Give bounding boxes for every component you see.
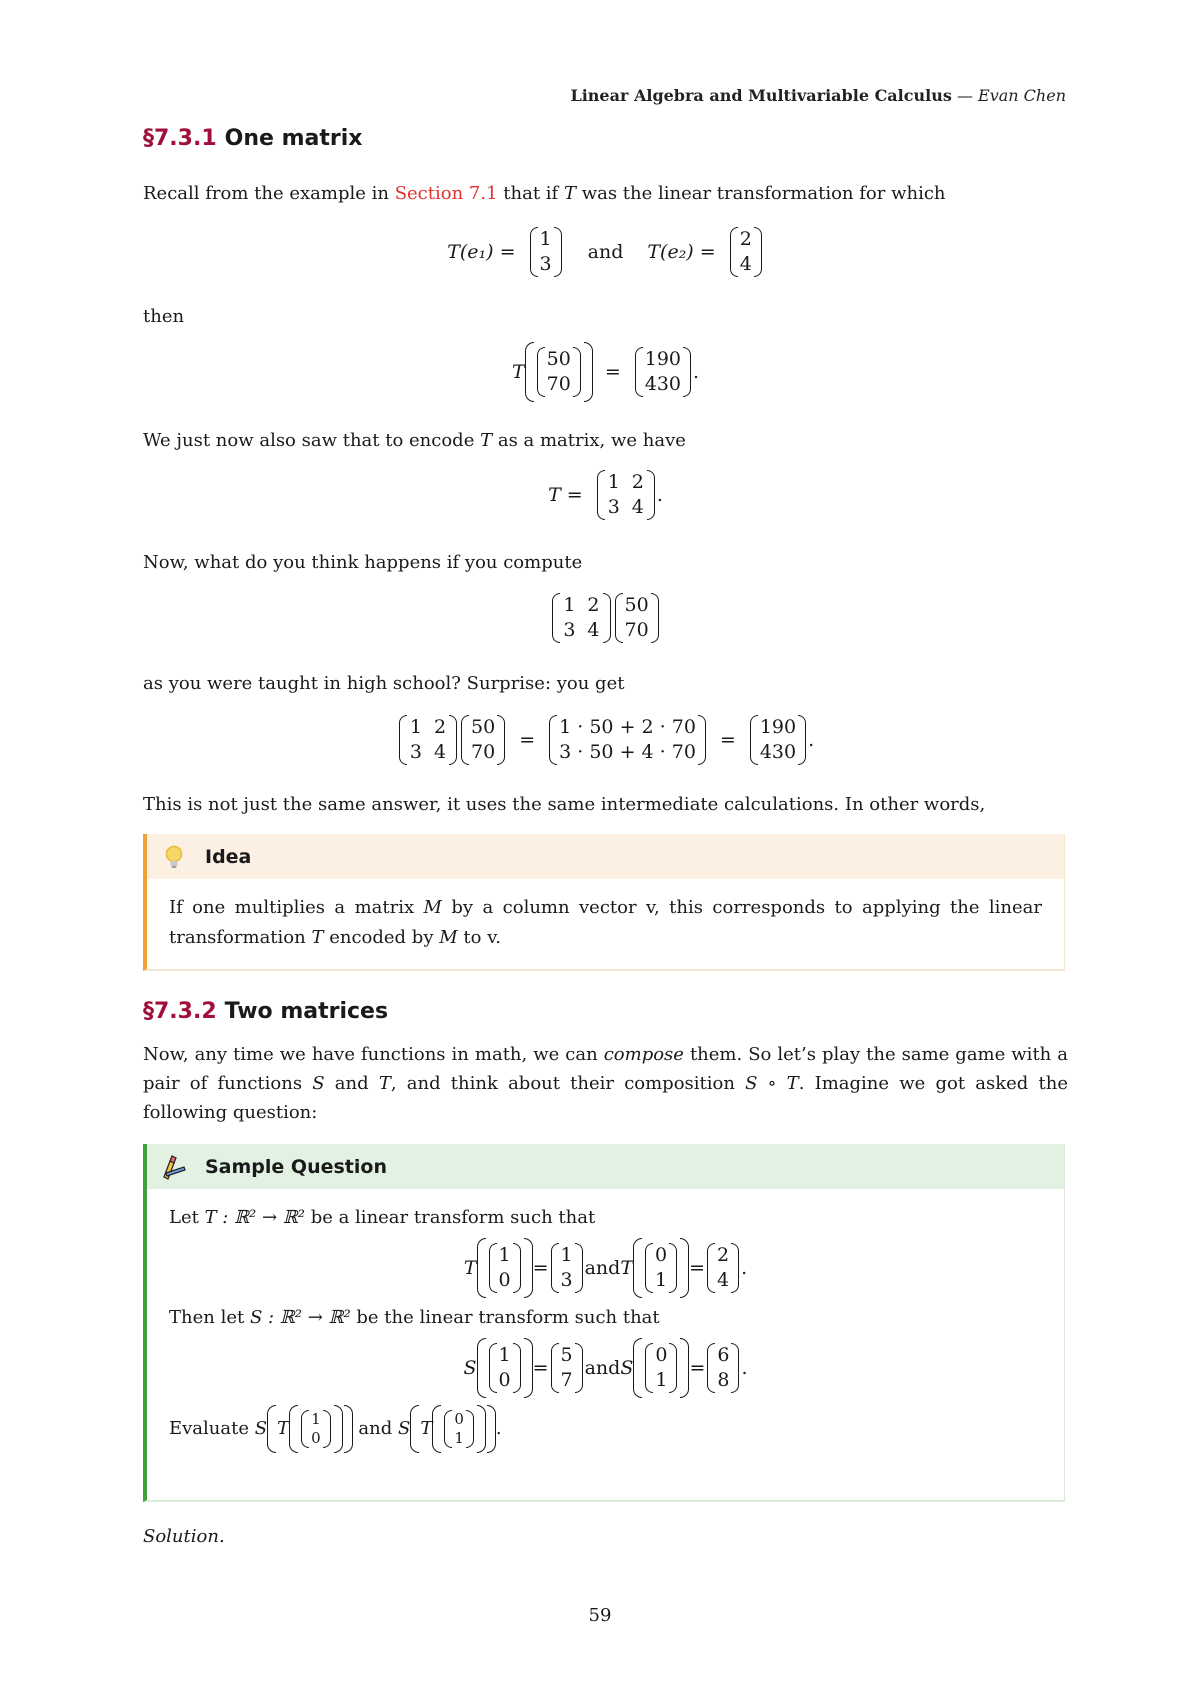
math-var: T <box>511 361 525 383</box>
entry: 3 <box>409 741 422 763</box>
paragraph-then: then <box>143 306 185 327</box>
entry: 2 <box>739 228 752 250</box>
and-word: and <box>584 1257 621 1279</box>
math-lhs: T = <box>548 484 583 506</box>
idea-box <box>143 834 1065 971</box>
section-title: Two matrices <box>224 999 389 1024</box>
entry: 70 <box>546 373 571 395</box>
entry: 50 <box>471 716 496 738</box>
equation-T-matrix <box>143 465 1068 525</box>
text: We just now also saw that to encode <box>143 430 475 451</box>
entry: 0 <box>498 1369 511 1391</box>
entry: 0 <box>655 1244 668 1266</box>
math-var: T <box>620 1257 634 1279</box>
entry: 5 <box>560 1344 573 1366</box>
vector <box>537 345 581 399</box>
entry: 3 <box>607 496 620 518</box>
entry: 0 <box>454 1410 464 1428</box>
math-expr: S ∘ T <box>745 1073 799 1094</box>
entry: 1 <box>498 1244 511 1266</box>
text: be a linear transform such that <box>310 1207 596 1228</box>
text: . <box>495 927 501 948</box>
entry: 1 <box>655 1269 668 1291</box>
entry: 2 <box>587 594 600 616</box>
entry: 1 <box>454 1429 464 1447</box>
math-var: T <box>420 1418 433 1439</box>
section-heading-two-matrices <box>143 999 388 1024</box>
entry: 4 <box>739 253 752 275</box>
vector <box>489 1341 521 1395</box>
entry: 190 <box>644 348 681 370</box>
text: Evaluate <box>169 1418 250 1439</box>
entry: 430 <box>644 373 681 395</box>
sample-header <box>147 1144 1064 1189</box>
big-paren <box>477 1341 533 1395</box>
math-var: T <box>277 1418 290 1439</box>
equation-T-defn: T 1 0 = 1 3 and T 0 1 = 2 4 . <box>169 1237 1042 1299</box>
big-paren <box>410 1408 496 1450</box>
text: as a matrix, we have <box>497 430 686 451</box>
vector <box>444 1408 474 1450</box>
lightbulb-icon <box>159 842 189 872</box>
emphasis: compose <box>603 1044 684 1065</box>
section-number: §7.3.1 <box>143 126 217 151</box>
idea-title: Idea <box>205 845 252 868</box>
entry: 1 <box>498 1344 511 1366</box>
running-header <box>570 86 1066 105</box>
vector <box>750 713 806 767</box>
section-number: §7.3.2 <box>143 999 217 1024</box>
vector <box>635 345 691 399</box>
math-var: S <box>312 1073 325 1094</box>
sample-line-1 <box>169 1203 1042 1233</box>
period: . <box>808 729 815 751</box>
matrix <box>552 591 610 645</box>
entry: 3 <box>539 253 552 275</box>
math-var: S <box>620 1357 634 1379</box>
text: them. So let’s play the same game with a pair of functions <box>143 1044 1068 1094</box>
entry: 1 <box>560 1244 573 1266</box>
math-var: S <box>463 1357 477 1379</box>
idea-header <box>147 834 1064 879</box>
entry: 0 <box>311 1429 321 1447</box>
vector <box>301 1408 331 1450</box>
math-lhs: T(e₁) = <box>447 241 516 263</box>
math-var: M <box>439 927 458 948</box>
entry: 7 <box>560 1369 573 1391</box>
equation-T-of-vector <box>143 342 1068 402</box>
entry: 2 <box>433 716 447 738</box>
entry: 50 <box>624 594 649 616</box>
pencil-ruler-icon <box>159 1152 189 1182</box>
text: Then let <box>169 1307 245 1328</box>
period: . <box>656 484 663 506</box>
entry: 4 <box>717 1269 730 1291</box>
vector <box>707 1341 739 1395</box>
vector <box>461 713 505 767</box>
big-paren <box>633 1341 689 1395</box>
equals: = <box>604 361 621 383</box>
entry: 1 <box>655 1369 668 1391</box>
entry: 1 <box>539 228 552 250</box>
sample-question-box <box>143 1144 1065 1502</box>
vector <box>645 1341 677 1395</box>
entry: 4 <box>587 619 600 641</box>
vector <box>551 1241 583 1295</box>
equals: = <box>519 729 536 751</box>
entry: 0 <box>498 1269 511 1291</box>
paragraph-recall <box>143 179 1068 208</box>
page-number: 59 <box>588 1605 612 1626</box>
and-word: and <box>584 1357 621 1379</box>
period: . <box>495 1418 502 1439</box>
big-paren <box>477 1241 533 1295</box>
paragraph-encode <box>143 426 1068 455</box>
entry: 2 <box>631 471 644 493</box>
section-link[interactable]: Section 7.1 <box>394 183 498 204</box>
matrix <box>597 468 655 522</box>
section-heading-one-matrix <box>143 126 362 151</box>
vector <box>730 225 762 279</box>
text: Let <box>169 1207 199 1228</box>
entry: 4 <box>433 741 447 763</box>
entry: 4 <box>631 496 644 518</box>
entry: 430 <box>759 741 797 763</box>
text: Recall from the example in <box>143 183 389 204</box>
entry: 1 <box>563 594 576 616</box>
text: was the linear transformation for which <box>581 183 946 204</box>
math-var: v <box>646 897 655 918</box>
math-var: T <box>378 1073 391 1094</box>
equation-S-defn: S 1 0 = 5 7 and S 0 1 = 6 8 . <box>169 1337 1042 1399</box>
vector <box>615 591 659 645</box>
header-dash: — <box>956 86 973 105</box>
entry: 1 <box>409 716 422 738</box>
math-expr: T : ℝ² → ℝ² <box>204 1207 305 1228</box>
text: If one multiplies a matrix <box>169 897 415 918</box>
entry: 190 <box>759 716 797 738</box>
paragraph-compose <box>143 1040 1068 1127</box>
matrix <box>399 713 457 767</box>
text: and <box>334 1073 369 1094</box>
text: , this corresponds to applying the linear transformation <box>169 897 1043 948</box>
sample-title: Sample Question <box>205 1155 387 1178</box>
entry: 3 · 50 + 4 · 70 <box>559 741 696 763</box>
big-paren <box>289 1408 343 1450</box>
big-paren <box>525 345 593 399</box>
math-var: S <box>397 1418 411 1439</box>
text: be the linear transform such that <box>356 1307 660 1328</box>
paragraph-not-just: This is not just the same answer, it uses the same intermediate calculations. In other words, <box>143 794 986 815</box>
entry: 1 · 50 + 2 · 70 <box>559 716 696 738</box>
vector <box>530 225 562 279</box>
idea-body <box>147 879 1064 965</box>
text: Now, any time we have functions in math, we can <box>143 1044 598 1065</box>
math-expr: S : ℝ² → ℝ² <box>249 1307 351 1328</box>
text: encoded by <box>329 927 434 948</box>
header-title: Linear Algebra and Multivariable Calculus <box>570 86 952 105</box>
big-paren <box>633 1241 689 1295</box>
vector <box>551 1341 583 1395</box>
math-var: T <box>463 1257 477 1279</box>
vector <box>645 1241 677 1295</box>
vector <box>489 1241 521 1295</box>
equation-product-expanded <box>143 710 1068 770</box>
and-word: and <box>587 241 624 263</box>
equation-product <box>143 588 1068 648</box>
entry: 1 <box>607 471 620 493</box>
math-var: v <box>487 927 496 948</box>
math-var: S <box>254 1418 268 1439</box>
equals: = <box>719 729 736 751</box>
big-paren <box>267 1408 353 1450</box>
text: that if <box>503 183 559 204</box>
math-var: T <box>480 430 493 451</box>
solution-label: Solution. <box>143 1526 225 1547</box>
entry: 50 <box>546 348 571 370</box>
text: . Imagine we got asked the following question: <box>143 1073 1068 1123</box>
entry: 0 <box>655 1344 668 1366</box>
period: . <box>693 361 700 383</box>
paragraph-surprise: as you were taught in high school? Surprise: you get <box>143 673 625 694</box>
math-lhs: T(e₂) = <box>647 241 716 263</box>
text: and <box>358 1418 393 1439</box>
math-var: T <box>311 927 324 948</box>
text: by a column vector <box>451 897 637 918</box>
text: to <box>463 927 482 948</box>
math-var: T <box>563 183 576 204</box>
vector <box>707 1241 739 1295</box>
vector <box>549 713 706 767</box>
math-var: M <box>423 897 442 918</box>
entry: 3 <box>563 619 576 641</box>
sample-body <box>147 1189 1064 1467</box>
section-title: One matrix <box>224 126 363 151</box>
entry: 70 <box>624 619 649 641</box>
entry: 3 <box>560 1269 573 1291</box>
paragraph-what-happens: Now, what do you think happens if you compute <box>143 552 583 573</box>
equation-basis-images <box>143 222 1068 282</box>
entry: 6 <box>717 1344 730 1366</box>
text: , and think about their composition <box>390 1073 735 1094</box>
sample-line-2 <box>169 1303 1042 1333</box>
header-author: Evan Chen <box>978 86 1066 105</box>
entry: 8 <box>717 1369 730 1391</box>
entry: 2 <box>717 1244 730 1266</box>
entry: 70 <box>471 741 496 763</box>
sample-line-3 <box>169 1403 1042 1455</box>
entry: 1 <box>311 1410 321 1428</box>
big-paren <box>432 1408 486 1450</box>
